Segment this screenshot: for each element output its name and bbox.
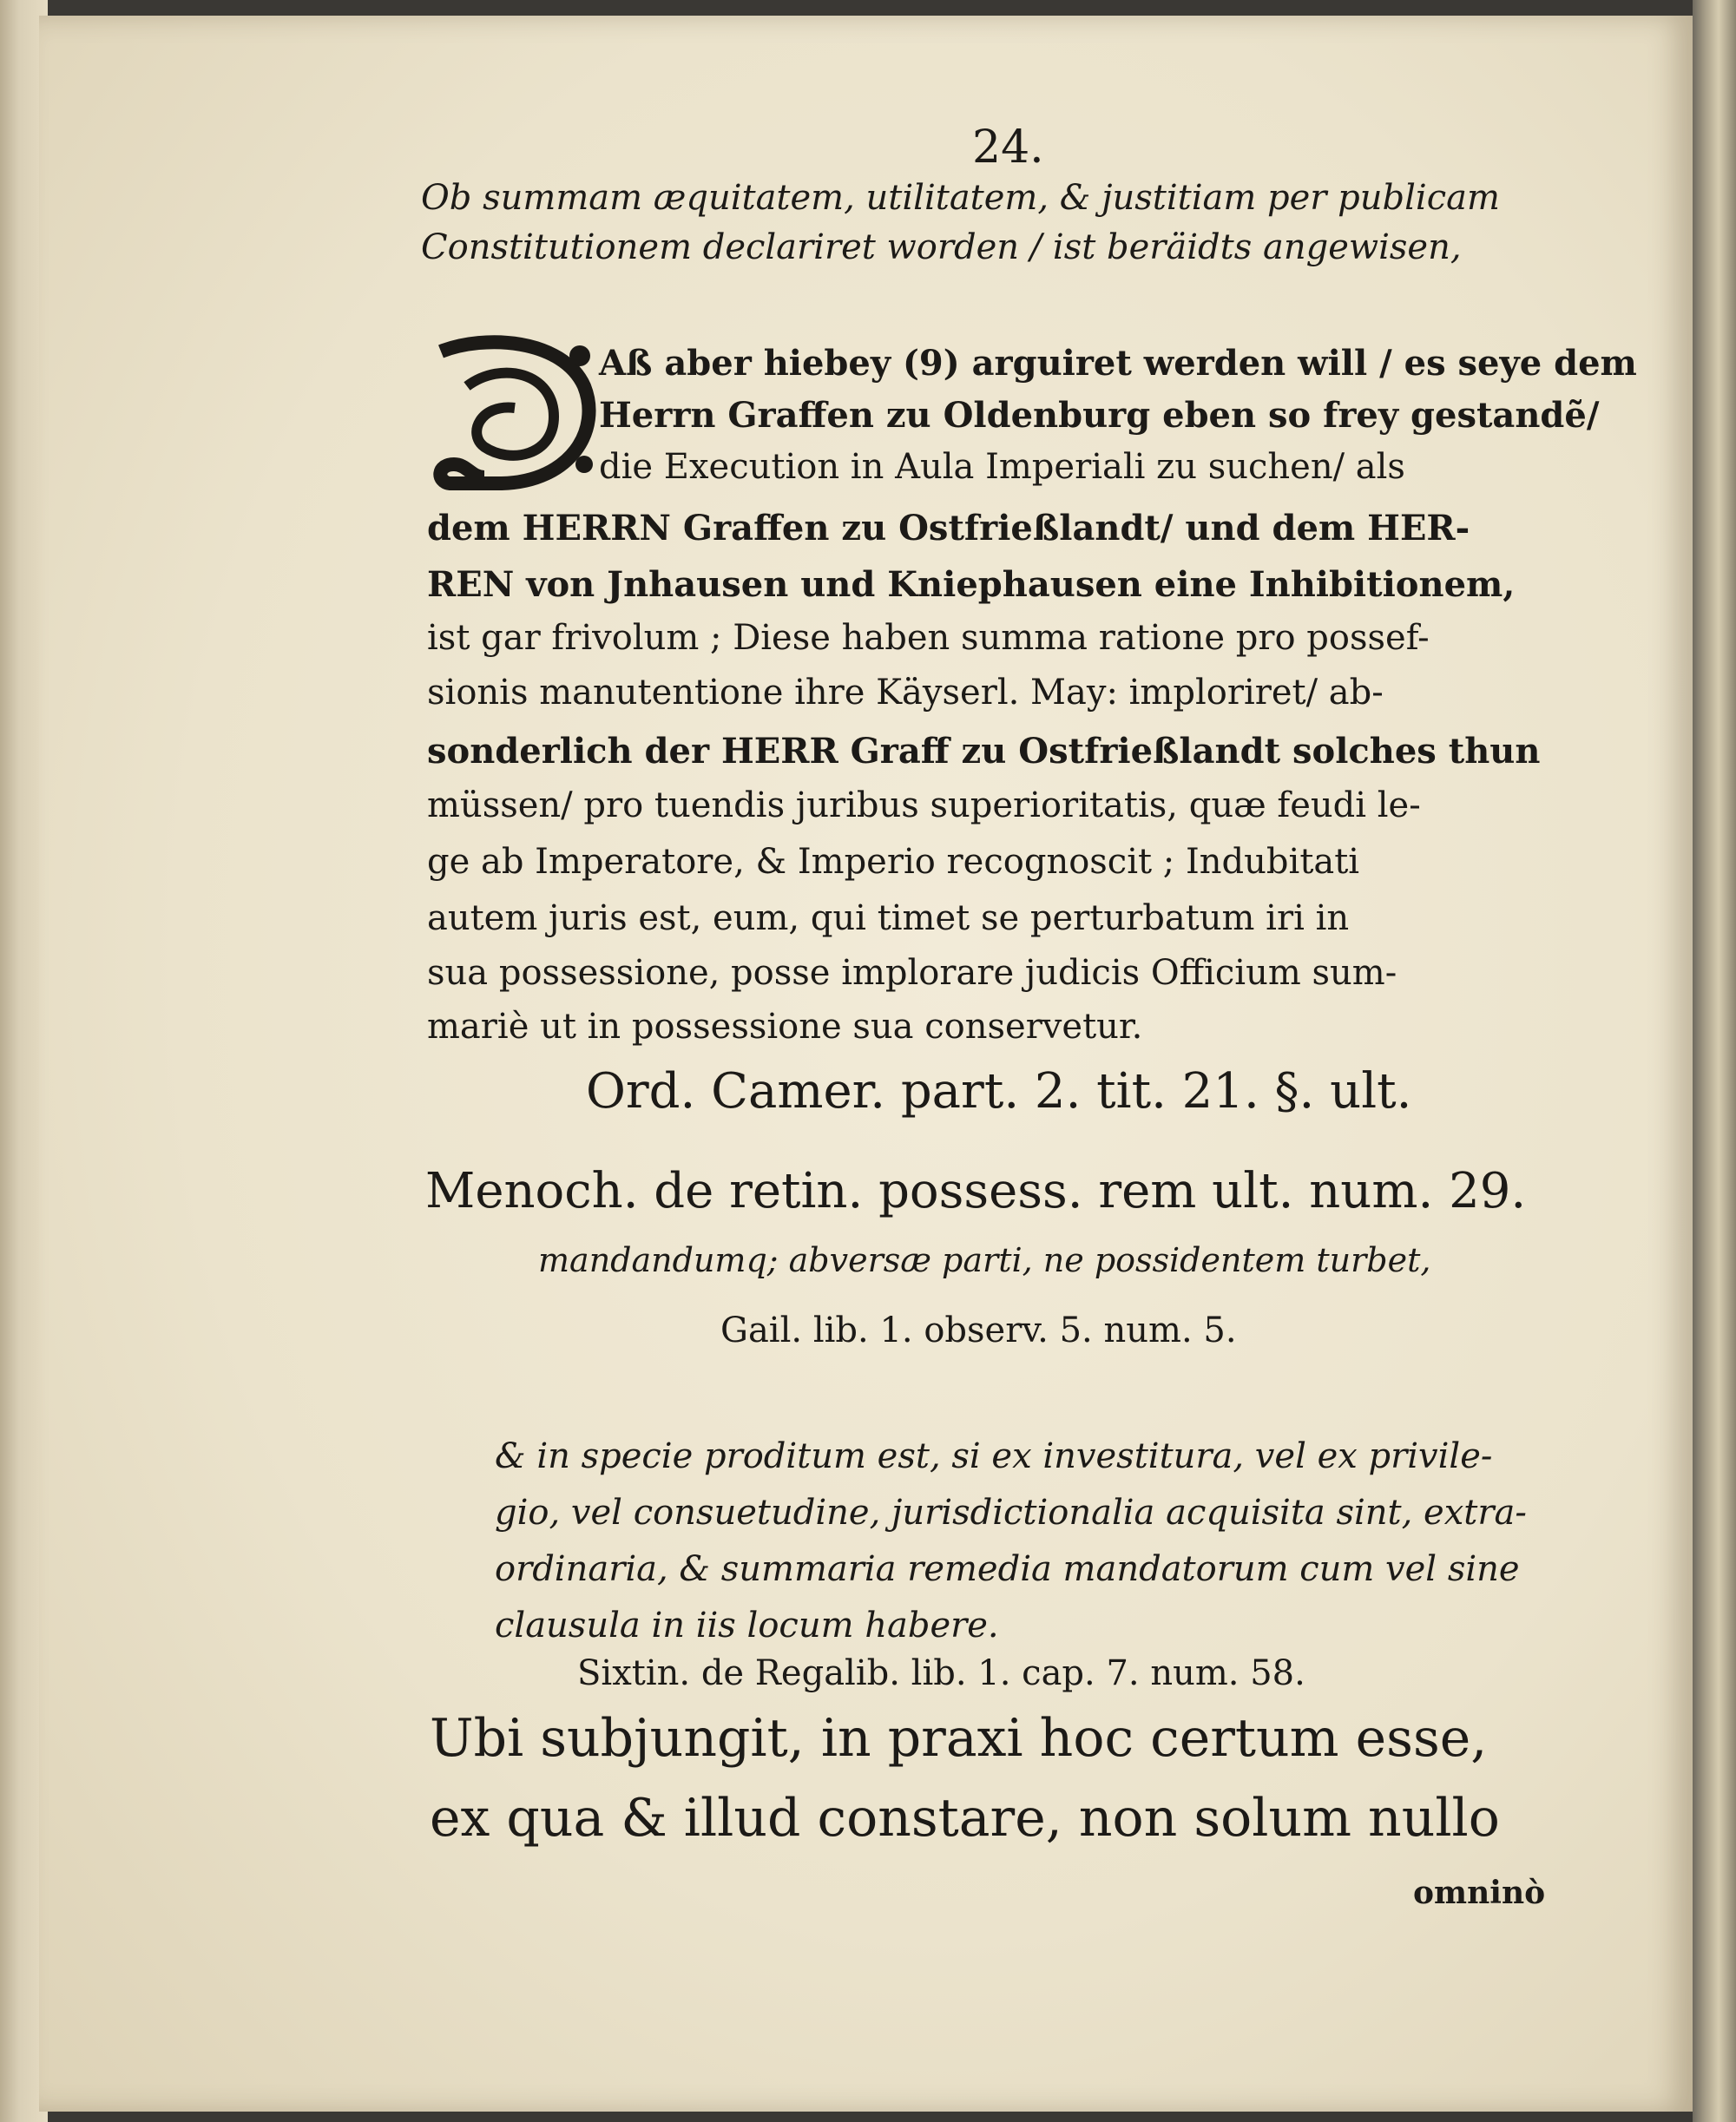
- citation-sixtin: Sixtin. de Regalib. lib. 1. cap. 7. num. 58.: [577, 1653, 1305, 1693]
- italic-line-1: & in specie proditum est, si ex investitura, vel ex privile-: [495, 1436, 1493, 1476]
- body-line-11: autem juris est, eum, qui timet se perturbatum iri in: [427, 898, 1350, 938]
- closing-line-2: ex qua & illud constare, non solum nullo: [430, 1788, 1500, 1849]
- body-line-10: ge ab Imperatore, & Imperio recognoscit ; Indubitati: [427, 842, 1360, 882]
- italic-line-3: ordinaria, & summaria remedia mandatorum cum vel sine: [495, 1549, 1520, 1589]
- body-line-12: sua possessione, posse implorare judicis Officium sum-: [427, 953, 1397, 993]
- body-line-3: die Execution in Aula Imperiali zu suchen/ als: [599, 447, 1405, 487]
- italic-line-4: clausula in iis locum habere.: [495, 1606, 999, 1646]
- citation-ord-camer: Ord. Camer. part. 2. tit. 21. §. ult.: [586, 1063, 1412, 1120]
- body-line-8: sonderlich der HERR Graff zu Ostfrießlandt solches thun: [427, 731, 1541, 772]
- citation-gail: Gail. lib. 1. observ. 5. num. 5.: [720, 1311, 1237, 1350]
- right-page-edge: [1693, 0, 1736, 2122]
- body-line-5: REN von Jnhausen und Kniephausen eine Inhibitionem,: [427, 564, 1516, 605]
- header-line-2: Constitutionem declariret worden / ist beräidts angewisen,: [421, 227, 1462, 267]
- body-line-13: mariè ut in possessione sua conservetur.: [427, 1007, 1143, 1047]
- body-line-1: Aß aber hiebey (9) arguiret werden will / es seye dem: [599, 343, 1637, 384]
- body-line-2: Herrn Graffen zu Oldenburg eben so frey gestandẽ/: [599, 395, 1600, 436]
- page-number: 24.: [972, 122, 1044, 174]
- header-line-1: Ob summam æquitatem, utilitatem, & justitiam per publicam: [421, 178, 1500, 218]
- body-line-4: dem HERRN Graffen zu Ostfrießlandt/ und dem HER-: [427, 508, 1470, 549]
- body-line-6: ist gar frivolum ; Diese haben summa ratione pro possef-: [427, 618, 1430, 658]
- catchword: omninò: [1413, 1875, 1546, 1911]
- body-line-9: müssen/ pro tuendis juribus superioritatis, quæ feudi le-: [427, 785, 1421, 825]
- body-line-7: sionis manutentione ihre Käyserl. May: imploriret/ ab-: [427, 673, 1384, 713]
- citation-menoch: Menoch. de retin. possess. rem ult. num. 29.: [425, 1163, 1527, 1219]
- italic-line-2: gio, vel consuetudine, jurisdictionalia acquisita sint, extra-: [495, 1493, 1527, 1533]
- citation-menoch-gloss: mandandumq; abversæ parti, ne possidentem turbet,: [538, 1241, 1431, 1279]
- closing-line-1: Ubi subjungit, in praxi hoc certum esse,: [430, 1708, 1488, 1769]
- drop-cap-ornament: [432, 334, 597, 490]
